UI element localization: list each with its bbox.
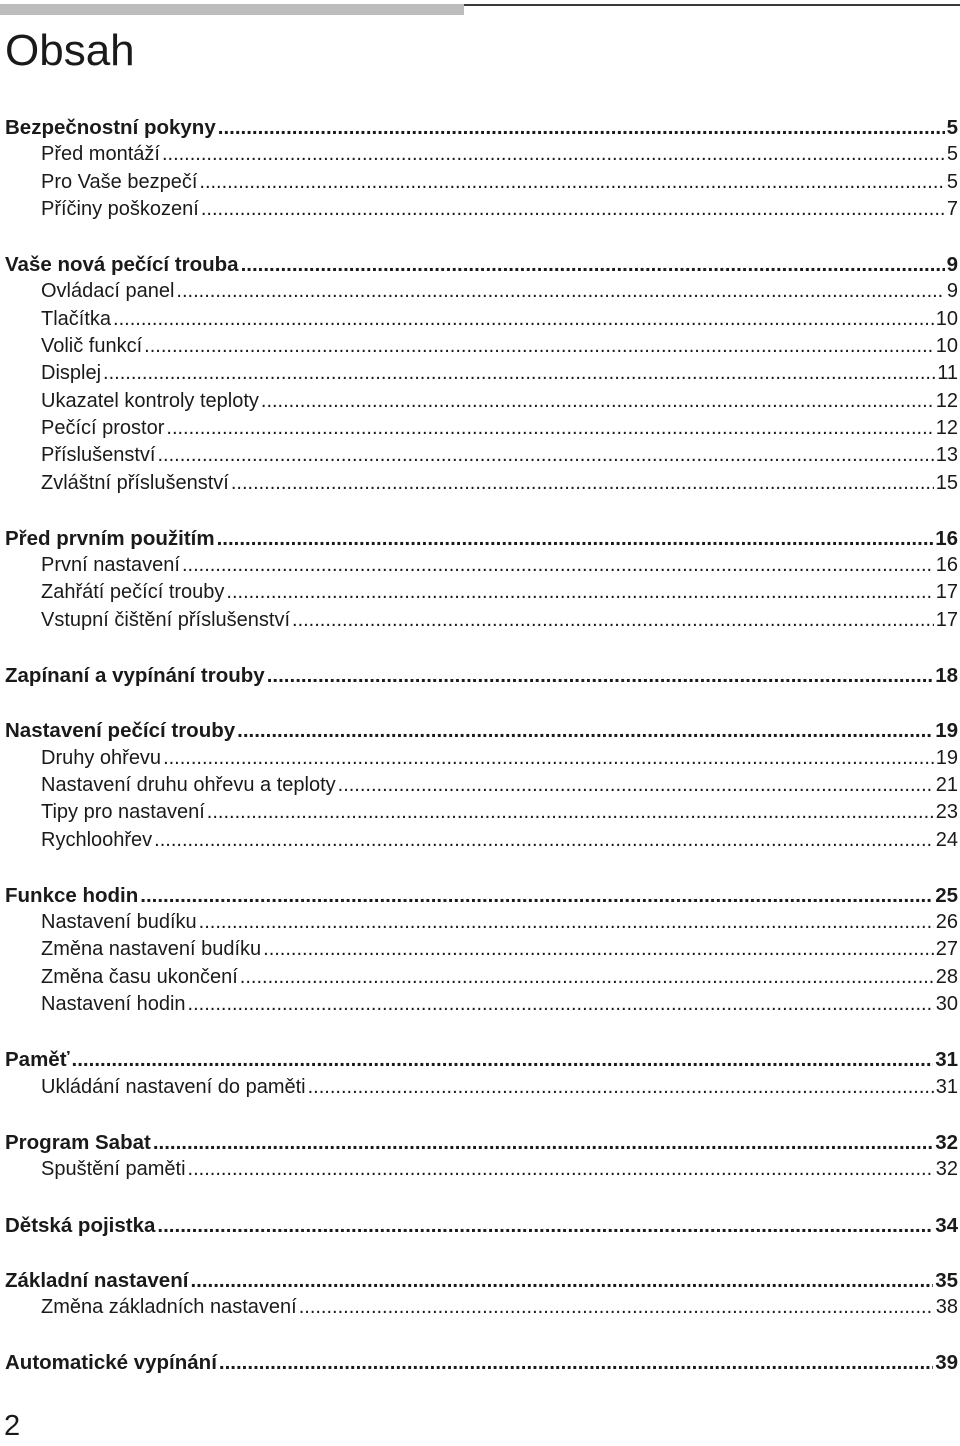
toc-page-number: 39 [935,1351,958,1375]
toc-leader-dots [162,141,945,168]
toc-entry-label: Volič funkcí [41,335,143,358]
toc-section-entry[interactable] [0,717,960,744]
toc-leader-dots [188,1156,934,1183]
toc-leader-dots [157,1212,933,1239]
toc-subentry[interactable] [0,991,960,1018]
toc-subentry[interactable] [0,909,960,936]
toc-subentry[interactable] [0,333,960,360]
toc-leader-dots [199,909,934,936]
toc-page-number: 23 [935,801,958,824]
toc-leader-dots [219,1349,933,1376]
toc-entry-label: Nastavení budíku [41,911,197,934]
toc-page-number: 31 [935,1075,958,1098]
toc-leader-dots [166,415,933,442]
toc-page-number: 34 [935,1213,958,1237]
toc-subentry[interactable] [0,799,960,826]
table-of-contents [0,114,960,1405]
toc-section-entry[interactable] [0,1267,960,1294]
toc-entry-label: Před montáží [41,143,160,166]
toc-leader-dots [163,745,934,772]
toc-leader-dots [231,470,934,497]
toc-entry-label: Zahřátí pečící trouby [41,581,225,604]
toc-entry-label: Základní nastavení [5,1268,189,1292]
toc-section-entry[interactable] [0,662,960,689]
toc-page-number: 21 [935,773,958,796]
toc-leader-dots [267,662,933,689]
toc-subentry[interactable] [0,745,960,772]
toc-page-number: 16 [935,526,958,550]
toc-subentry[interactable] [0,552,960,579]
toc-page-number: 13 [935,444,958,467]
toc-leader-dots [237,717,933,744]
toc-entry-label: Nastavení druhu ohřevu a teploty [41,773,336,796]
toc-leader-dots [299,1294,934,1321]
toc-page-number: 27 [935,938,958,961]
toc-page-number: 7 [946,197,958,220]
toc-page-number: 38 [935,1296,958,1319]
toc-subentry[interactable] [0,169,960,196]
toc-section [0,662,960,689]
toc-subentry[interactable] [0,1156,960,1183]
toc-entry-label: Ovládací panel [41,280,175,303]
toc-subentry[interactable] [0,579,960,606]
toc-leader-dots [140,882,933,909]
toc-entry-label: Tipy pro nastavení [41,801,205,824]
toc-page-number: 32 [935,1158,958,1181]
toc-entry-label: Nastavení hodin [41,993,186,1016]
toc-subentry[interactable] [0,442,960,469]
toc-entry-label: Nastavení pečící trouby [5,719,236,743]
toc-page-number: 26 [935,911,958,934]
toc-leader-dots [218,114,945,141]
toc-section [0,251,960,497]
toc-leader-dots [153,1129,933,1156]
toc-subentry[interactable] [0,470,960,497]
toc-page-number: 32 [935,1130,958,1154]
toc-entry-label: Automatické vypínání [5,1351,217,1375]
toc-subentry[interactable] [0,388,960,415]
toc-subentry[interactable] [0,607,960,634]
toc-leader-dots [263,936,934,963]
toc-section-entry[interactable] [0,1129,960,1156]
toc-page-number: 10 [935,307,958,330]
toc-entry-label: Změna základních nastavení [41,1296,297,1319]
toc-entry-label: Pro Vaše bezpečí [41,170,198,193]
toc-page-number: 5 [946,143,958,166]
toc-entry-label: Změna času ukončení [41,965,238,988]
toc-entry-label: Druhy ohřevu [41,746,162,769]
toc-page-number: 15 [935,471,958,494]
toc-section [0,717,960,853]
toc-entry-label: Spuštění paměti [41,1158,186,1181]
toc-subentry[interactable] [0,415,960,442]
toc-subentry[interactable] [0,1294,960,1321]
toc-page-number: 19 [935,719,958,743]
toc-page-number: 12 [935,416,958,439]
toc-page-number: 5 [946,116,958,139]
toc-leader-dots [217,525,934,552]
toc-subentry[interactable] [0,936,960,963]
toc-page-number: 17 [935,608,958,631]
toc-section-entry[interactable] [0,114,960,141]
toc-subentry[interactable] [0,306,960,333]
toc-page-number: 12 [935,389,958,412]
toc-subentry[interactable] [0,278,960,305]
toc-page-number: 30 [935,993,958,1016]
toc-leader-dots [176,278,944,305]
toc-leader-dots [241,251,945,278]
toc-subentry[interactable] [0,1074,960,1101]
toc-entry-label: Vaše nová pečící trouba [5,253,239,277]
toc-page-number: 10 [935,335,958,358]
toc-entry-label: První nastavení [41,554,180,577]
toc-entry-label: Dětská pojistka [5,1213,156,1237]
toc-leader-dots [201,196,945,223]
toc-section-entry[interactable] [0,525,960,552]
toc-page-number: 16 [935,554,958,577]
toc-page-number: 31 [935,1048,958,1072]
page-number: 2 [4,1410,21,1442]
toc-page-number: 24 [935,828,958,851]
toc-leader-dots [72,1046,934,1073]
toc-section [0,1046,960,1101]
toc-entry-label: Rychloohřev [41,828,153,851]
toc-section [0,1212,960,1239]
toc-entry-label: Pečící prostor [41,416,165,439]
toc-page-number: 9 [946,253,958,277]
toc-entry-label: Změna nastavení budíku [41,938,262,961]
toc-leader-dots [240,964,934,991]
toc-leader-dots [199,169,944,196]
toc-subentry[interactable] [0,964,960,991]
toc-entry-label: Ukládání nastavení do paměti [41,1075,306,1098]
toc-subentry[interactable] [0,772,960,799]
toc-leader-dots [292,607,934,634]
toc-page-number: 25 [935,883,958,907]
toc-entry-label: Paměť [5,1048,70,1072]
toc-section-entry[interactable] [0,1212,960,1239]
toc-entry-label: Ukazatel kontroly teploty [41,389,259,412]
toc-leader-dots [182,552,934,579]
toc-entry-label: Příslušenství [41,444,156,467]
toc-section [0,114,960,223]
toc-section [0,882,960,1018]
header-gray-bar [0,4,464,15]
toc-section-entry[interactable] [0,251,960,278]
toc-entry-label: Zapínaní a vypínání trouby [5,664,265,688]
toc-entry-label: Displej [41,362,102,385]
toc-leader-dots [226,579,933,606]
toc-page-number: 28 [935,965,958,988]
toc-leader-dots [188,991,934,1018]
toc-leader-dots [144,333,934,360]
toc-subentry[interactable] [0,141,960,168]
toc-section [0,1349,960,1376]
toc-page-number: 9 [946,280,958,303]
toc-page-number: 19 [935,746,958,769]
toc-leader-dots [113,306,934,333]
toc-subentry[interactable] [0,196,960,223]
toc-section-entry[interactable] [0,1349,960,1376]
toc-page-number: 35 [935,1268,958,1292]
toc-leader-dots [338,772,934,799]
toc-subentry[interactable] [0,360,960,387]
toc-leader-dots [308,1074,934,1101]
toc-entry-label: Program Sabat [5,1130,151,1154]
toc-entry-label: Tlačítka [41,307,112,330]
toc-leader-dots [154,827,934,854]
toc-page-number: 17 [935,581,958,604]
toc-leader-dots [190,1267,933,1294]
toc-entry-label: Bezpečnostní pokyny [5,116,216,139]
header-rule [464,4,960,6]
page-title: Obsah [5,26,135,75]
toc-entry-label: Zvláštní příslušenství [41,471,229,494]
toc-page-number: 18 [935,664,958,688]
toc-page-number: 11 [937,362,958,385]
toc-section [0,1267,960,1322]
toc-entry-label: Příčiny poškození [41,197,199,220]
toc-subentry[interactable] [0,827,960,854]
toc-section [0,525,960,634]
toc-section-entry[interactable] [0,882,960,909]
toc-entry-label: Funkce hodin [5,883,139,907]
toc-leader-dots [157,442,933,469]
toc-section [0,1129,960,1184]
toc-leader-dots [103,360,935,387]
toc-entry-label: Vstupní čištění příslušenství [41,608,291,631]
toc-leader-dots [261,388,934,415]
toc-page-number: 5 [946,170,958,193]
toc-entry-label: Před prvním použitím [5,526,215,550]
toc-section-entry[interactable] [0,1046,960,1073]
toc-leader-dots [207,799,934,826]
